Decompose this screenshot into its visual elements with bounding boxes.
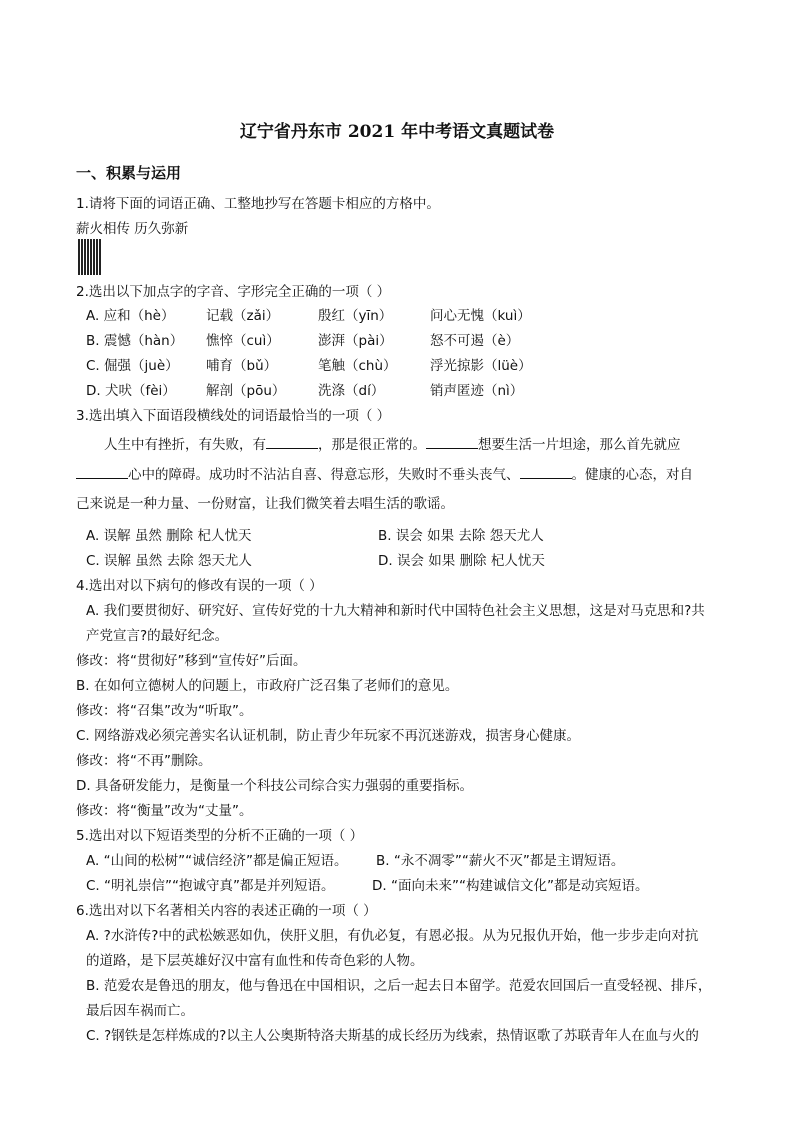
page-title: 辽宁省丹东市 2021 年中考语文真题试卷	[239, 122, 555, 142]
q5-option-d: D. “面向未来”“构建诚信文化”都是动宾短语。	[372, 878, 649, 894]
q3-option-a: A. 误解 虽然 删除 杞人忧天	[86, 528, 252, 544]
grid-cell[interactable]	[78, 239, 80, 275]
q4-option-c: C. 网络游戏必须完善实名认证机制，防止青少年玩家不再沉迷游戏，损害身心健康。	[76, 728, 581, 744]
q4-stem: 4.选出对以下病句的修改有误的一项（ ）	[76, 578, 323, 594]
q2-a-2: 记载（zǎi）	[206, 308, 280, 324]
q4-option-b-fix: 修改：将“召集”改为“听取”。	[76, 703, 253, 719]
q3-text: ，那是很正常的。	[318, 437, 426, 453]
q3-passage-line-2	[76, 464, 693, 485]
q2-c-3: 笔触（chù）	[318, 358, 397, 374]
q3-text: 想要生活一片坦途，那么首先就应	[478, 437, 681, 453]
q4-option-d: D. 具备研发能力，是衡量一个科技公司综合实力强弱的重要指标。	[76, 778, 473, 794]
q2-c-4: 浮光掠影（lüè）	[430, 358, 532, 374]
q5-options-row-1	[86, 851, 624, 871]
q3-option-d: D. 误会 如果 删除 杞人忧天	[378, 553, 545, 569]
q3-blank-3[interactable]	[76, 464, 128, 479]
q4-option-c-fix: 修改：将“不再”删除。	[76, 753, 212, 769]
grid-cell[interactable]	[96, 239, 98, 275]
q2-d-1: D. 犬吠（fèi）	[86, 383, 176, 399]
grid-cell[interactable]	[93, 239, 95, 275]
q6-option-b-line-1: B. 范爱农是鲁迅的朋友，他与鲁迅在中国相识，之后一起去日本留学。范爱农回国后一直受轻视、排斥，	[86, 978, 712, 994]
q4-option-a-fix: 修改：将“贯彻好”移到“宣传好”后面。	[76, 653, 307, 669]
q1-stem: 1.请将下面的词语正确、工整地抄写在答题卡相应的方格中。	[76, 196, 440, 212]
grid-cell[interactable]	[99, 239, 101, 275]
q3-text: 人生中有挫折，有失败，有	[104, 437, 266, 453]
q5-option-c: C. “明礼崇信”“抱诚守真”都是并列短语。	[86, 878, 335, 894]
q3-blank-4[interactable]	[520, 464, 572, 479]
q3-passage-line-3: 己来说是一种力量、一份财富，让我们微笑着去唱生活的歌谣。	[76, 496, 454, 512]
section-heading: 一、积累与运用	[76, 164, 182, 182]
q3-stem: 3.选出填入下面语段横线处的词语最恰当的一项（ ）	[76, 408, 391, 424]
q2-b-3: 澎湃（pài）	[318, 333, 393, 349]
q2-c-1: C. 倔强（juè）	[86, 358, 179, 374]
q3-blank-2[interactable]	[426, 434, 478, 449]
q3-option-c: C. 误解 虽然 去除 怨天尤人	[86, 553, 252, 569]
q4-option-a-line-2: 产党宣言?的最好纪念。	[86, 628, 229, 644]
q3-options-row-2	[86, 551, 545, 571]
q5-option-a: A. “山间的松树”“诚信经济”都是偏正短语。	[86, 853, 348, 869]
q3-text: 心中的障碍。成功时不沾沾自喜、得意忘形，失败时不垂头丧气、	[128, 467, 520, 483]
q2-option-a	[86, 306, 531, 326]
q2-option-c	[86, 356, 532, 376]
q6-option-a-line-2: 的道路，是下层英雄好汉中富有血性和传奇色彩的人物。	[86, 953, 424, 969]
q2-a-3: 殷红（yīn）	[318, 308, 393, 324]
q5-stem: 5.选出对以下短语类型的分析不正确的一项（ ）	[76, 828, 364, 844]
grid-cell[interactable]	[87, 239, 89, 275]
q2-a-4: 问心无愧（kuì）	[430, 308, 531, 324]
q2-b-4: 怒不可遏（è）	[430, 333, 520, 349]
answer-grid[interactable]	[78, 239, 100, 275]
q6-option-a-line-1: A. ?水浒传?中的武松嫉恶如仇，侠肝义胆，有仇必复，有恩必报。从为兄报仇开始，他一步步走向对抗	[86, 928, 699, 944]
grid-cell[interactable]	[84, 239, 86, 275]
q2-option-b	[86, 331, 519, 351]
q6-option-c-line-1: C. ?钢铁是怎样炼成的?以主人公奥斯特洛夫斯基的成长经历为线索，热情讴歌了苏联青年人在血与火的	[86, 1028, 699, 1044]
q4-option-b: B. 在如何立德树人的问题上，市政府广泛召集了老师们的意见。	[76, 678, 459, 694]
q3-passage-line-1	[104, 434, 681, 455]
q2-a-1: A. 应和（hè）	[86, 308, 175, 324]
q2-b-1: B. 震憾（hàn）	[86, 333, 184, 349]
q4-option-a-line-1: A. 我们要贯彻好、研究好、宣传好党的十九大精神和新时代中国特色社会主义思想，这是对马克思和?共	[86, 603, 705, 619]
q2-option-d	[86, 381, 523, 401]
q5-option-b: B. “永不凋零”“薪火不灭”都是主谓短语。	[376, 853, 625, 869]
grid-cell[interactable]	[90, 239, 92, 275]
q3-text: 。健康的心态，对自	[571, 467, 693, 483]
q1-words: 薪火相传 历久弥新	[76, 221, 189, 237]
q3-blank-1[interactable]	[266, 434, 318, 449]
q5-options-row-2	[86, 876, 648, 896]
q2-stem: 2.选出以下加点字的字音、字形完全正确的一项（ ）	[76, 284, 391, 300]
q6-stem: 6.选出对以下名著相关内容的表述正确的一项（ ）	[76, 903, 377, 919]
q4-option-d-fix: 修改：将“衡量”改为“丈量”。	[76, 803, 253, 819]
grid-cell[interactable]	[81, 239, 83, 275]
q3-option-b: B. 误会 如果 去除 怨天尤人	[378, 528, 544, 544]
q3-options-row-1	[86, 526, 544, 546]
q2-b-2: 憔悴（cuì）	[206, 333, 280, 349]
q2-d-3: 洗涤（dí）	[318, 383, 385, 399]
q6-option-b-line-2: 最后因车祸而亡。	[86, 1003, 194, 1019]
q2-d-2: 解剖（pōu）	[206, 383, 286, 399]
q2-d-4: 销声匿迹（nì）	[430, 383, 524, 399]
q2-c-2: 哺育（bǔ）	[206, 358, 278, 374]
